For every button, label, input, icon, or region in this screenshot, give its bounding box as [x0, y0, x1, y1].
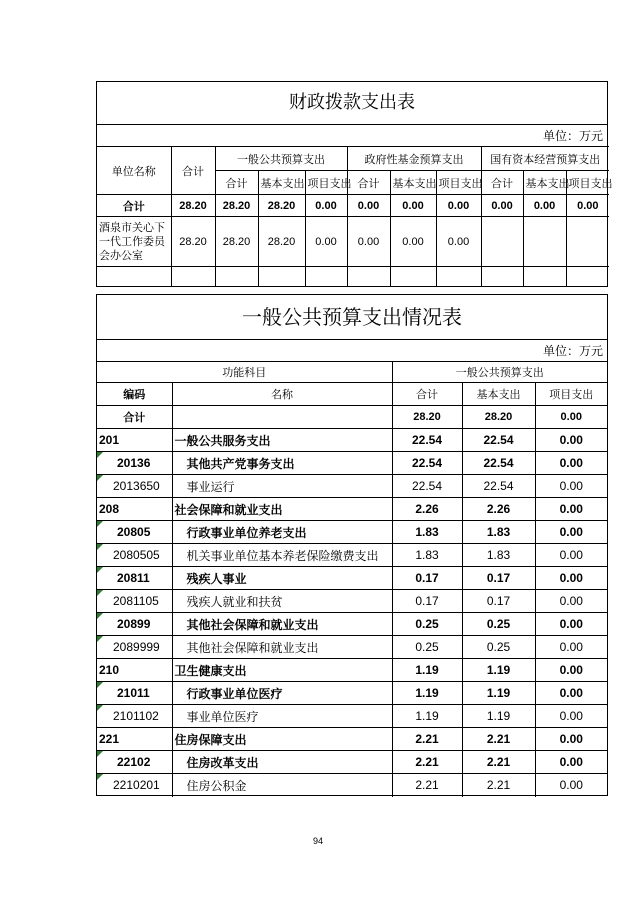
- cell-basic: 2.26: [462, 498, 535, 521]
- code-cell: 2013650: [97, 475, 172, 498]
- cell-project: 0.00: [535, 613, 607, 636]
- cell-basic: 2.21: [462, 728, 535, 751]
- code-cell: 20899: [97, 613, 172, 636]
- cell-project: 0.00: [535, 429, 607, 452]
- table-row: [97, 521, 607, 544]
- code-cell: 208: [97, 498, 172, 521]
- cell-project: 0.00: [535, 567, 607, 590]
- cell-basic: 22.54: [462, 429, 535, 452]
- name-cell: 事业单位医疗: [172, 705, 392, 728]
- table-row: [97, 728, 607, 751]
- cell-total: 1.19: [392, 682, 462, 705]
- cell-total: 1.83: [392, 544, 462, 567]
- sub-header-total: 合计: [215, 171, 258, 195]
- header-basic: 基本支出: [462, 383, 535, 406]
- cell-total: 2.21: [392, 774, 462, 797]
- code-cell: 22102: [97, 751, 172, 774]
- cell: 0.00: [347, 217, 390, 267]
- cell-basic: 22.54: [462, 452, 535, 475]
- name-cell: 其他共产党事务支出: [172, 452, 392, 475]
- cell: 28.20: [258, 217, 305, 267]
- cell-total: 2.21: [392, 728, 462, 751]
- cell-basic: 2.21: [462, 751, 535, 774]
- cell-total: 1.83: [392, 521, 462, 544]
- name-cell: 行政事业单位医疗: [172, 682, 392, 705]
- name-cell: 一般公共服务支出: [172, 429, 392, 452]
- sub-header-project: 项目支出: [305, 171, 347, 195]
- table-row: [97, 452, 607, 475]
- unit-name-cell: 酒泉市关心下一代工作委员会办公室: [97, 217, 171, 267]
- cell: 0.00: [390, 217, 436, 267]
- sub-header-total: 合计: [481, 171, 523, 195]
- cell: 0.00: [347, 195, 390, 217]
- header-gov-fund: 政府性基金预算支出: [347, 147, 481, 171]
- cell: 0.00: [305, 195, 347, 217]
- cell-basic: 0.17: [462, 590, 535, 613]
- cell-basic: 1.19: [462, 659, 535, 682]
- cell-project: 0.00: [535, 475, 607, 498]
- table-row: [97, 498, 607, 521]
- cell-project: 0.00: [535, 728, 607, 751]
- cell: 合计: [97, 195, 171, 217]
- cell: 28.20: [258, 195, 305, 217]
- header-code: 编码: [97, 383, 172, 406]
- cell-basic: 28.20: [462, 406, 535, 429]
- cell-project: 0.00: [535, 705, 607, 728]
- cell-basic: 22.54: [462, 475, 535, 498]
- cell-project: 0.00: [535, 774, 607, 797]
- code-cell: 2080505: [97, 544, 172, 567]
- cell-project: 0.00: [535, 521, 607, 544]
- cell: 0.00: [481, 195, 523, 217]
- page-number: 94: [312, 836, 323, 846]
- table1-grid: [97, 146, 613, 287]
- name-cell: 住房保障支出: [172, 728, 392, 751]
- table-row: [97, 705, 607, 728]
- cell-project: 0.00: [535, 682, 607, 705]
- table-row: [97, 774, 607, 797]
- cell: [566, 217, 609, 267]
- cell-total: 2.21: [392, 751, 462, 774]
- code-cell: 20805: [97, 521, 172, 544]
- cell-project: 0.00: [535, 659, 607, 682]
- header-general-budget: 一般公共预算支出: [392, 362, 607, 383]
- cell-total: 22.54: [392, 475, 462, 498]
- table-row: [97, 636, 607, 659]
- table-row: [97, 567, 607, 590]
- general-budget-expenditure-table: [96, 294, 608, 796]
- cell: 0.00: [390, 195, 436, 217]
- cell-project: 0.00: [535, 590, 607, 613]
- table1-total-row: [97, 195, 609, 217]
- header-unit-name: 单位名称: [97, 147, 171, 195]
- cell-basic: 0.25: [462, 613, 535, 636]
- cell: 0.00: [523, 195, 566, 217]
- cell-project: 0.00: [535, 406, 607, 429]
- cell-total: 1.19: [392, 659, 462, 682]
- table1-data-row: [97, 217, 609, 267]
- table1-unit: 单位：万元: [97, 124, 607, 146]
- name-cell: 其他社会保障和就业支出: [172, 613, 392, 636]
- cell-total: 0.25: [392, 636, 462, 659]
- table-row: [97, 659, 607, 682]
- table-row: [97, 544, 607, 567]
- cell-total: 0.17: [392, 590, 462, 613]
- header-func-subject: 功能科目: [97, 362, 392, 383]
- cell-basic: 1.83: [462, 544, 535, 567]
- cell-total: 28.20: [392, 406, 462, 429]
- code-cell: 2210201: [97, 774, 172, 797]
- name-cell: 其他社会保障和就业支出: [172, 636, 392, 659]
- header-state-capital: 国有资本经营预算支出: [481, 147, 609, 171]
- table-row: [97, 682, 607, 705]
- cell-total: 1.19: [392, 705, 462, 728]
- sub-header-basic: 基本支出: [523, 171, 566, 195]
- cell: 0.00: [436, 195, 481, 217]
- cell: 28.20: [171, 195, 215, 217]
- cell: 28.20: [215, 217, 258, 267]
- cell-total: 22.54: [392, 429, 462, 452]
- cell-basic: 0.17: [462, 567, 535, 590]
- code-cell: 201: [97, 429, 172, 452]
- cell: 0.00: [305, 217, 347, 267]
- cell-total: 22.54: [392, 452, 462, 475]
- cell-basic: 2.21: [462, 774, 535, 797]
- cell: 0.00: [436, 217, 481, 267]
- code-cell: 221: [97, 728, 172, 751]
- sub-header-basic: 基本支出: [258, 171, 305, 195]
- sub-header-project: 项目支出: [436, 171, 481, 195]
- cell: [523, 217, 566, 267]
- table2-grid: [97, 361, 607, 797]
- cell: 0.00: [566, 195, 609, 217]
- name-cell: 卫生健康支出: [172, 659, 392, 682]
- sub-header-total: 合计: [347, 171, 390, 195]
- name-cell: 行政事业单位养老支出: [172, 521, 392, 544]
- table-row: [97, 475, 607, 498]
- header-total: 合计: [171, 147, 215, 195]
- cell: 28.20: [215, 195, 258, 217]
- total-label: 合计: [97, 406, 172, 429]
- table-row: [97, 429, 607, 452]
- header-total: 合计: [392, 383, 462, 406]
- table2-unit: 单位：万元: [97, 339, 607, 361]
- code-cell: 20811: [97, 567, 172, 590]
- table-row: [97, 751, 607, 774]
- cell-basic: 0.25: [462, 636, 535, 659]
- table1-title: 财政拨款支出表: [289, 92, 415, 113]
- name-cell: 残疾人事业: [172, 567, 392, 590]
- header-name: 名称: [172, 383, 392, 406]
- table2-title: 一般公共预算支出情况表: [242, 305, 462, 329]
- name-cell: 事业运行: [172, 475, 392, 498]
- table-row: [97, 613, 607, 636]
- code-cell: 2081105: [97, 590, 172, 613]
- name-cell: 社会保障和就业支出: [172, 498, 392, 521]
- code-cell: 210: [97, 659, 172, 682]
- table-row: [97, 590, 607, 613]
- cell-project: 0.00: [535, 544, 607, 567]
- name-cell: 残疾人就业和扶贫: [172, 590, 392, 613]
- code-cell: 21011: [97, 682, 172, 705]
- name-cell: 机关事业单位基本养老保险缴费支出: [172, 544, 392, 567]
- cell-project: 0.00: [535, 751, 607, 774]
- cell-total: 0.25: [392, 613, 462, 636]
- header-project: 项目支出: [535, 383, 607, 406]
- cell-basic: 1.19: [462, 705, 535, 728]
- cell-basic: 1.19: [462, 682, 535, 705]
- cell-total: 2.26: [392, 498, 462, 521]
- name-cell: 住房公积金: [172, 774, 392, 797]
- code-cell: 2089999: [97, 636, 172, 659]
- cell: [481, 217, 523, 267]
- sub-header-basic: 基本支出: [390, 171, 436, 195]
- table2-total-row: [97, 406, 607, 429]
- sub-header-project: 项目支出: [566, 171, 609, 195]
- fiscal-appropriation-table: [96, 81, 613, 287]
- header-general-budget: 一般公共预算支出: [215, 147, 347, 171]
- cell: 28.20: [171, 217, 215, 267]
- code-cell: 2101102: [97, 705, 172, 728]
- name-cell: 住房改革支出: [172, 751, 392, 774]
- code-cell: 20136: [97, 452, 172, 475]
- cell-total: 0.17: [392, 567, 462, 590]
- cell-project: 0.00: [535, 452, 607, 475]
- cell-project: 0.00: [535, 498, 607, 521]
- table1-empty-row: [97, 267, 609, 287]
- cell-basic: 1.83: [462, 521, 535, 544]
- cell-project: 0.00: [535, 636, 607, 659]
